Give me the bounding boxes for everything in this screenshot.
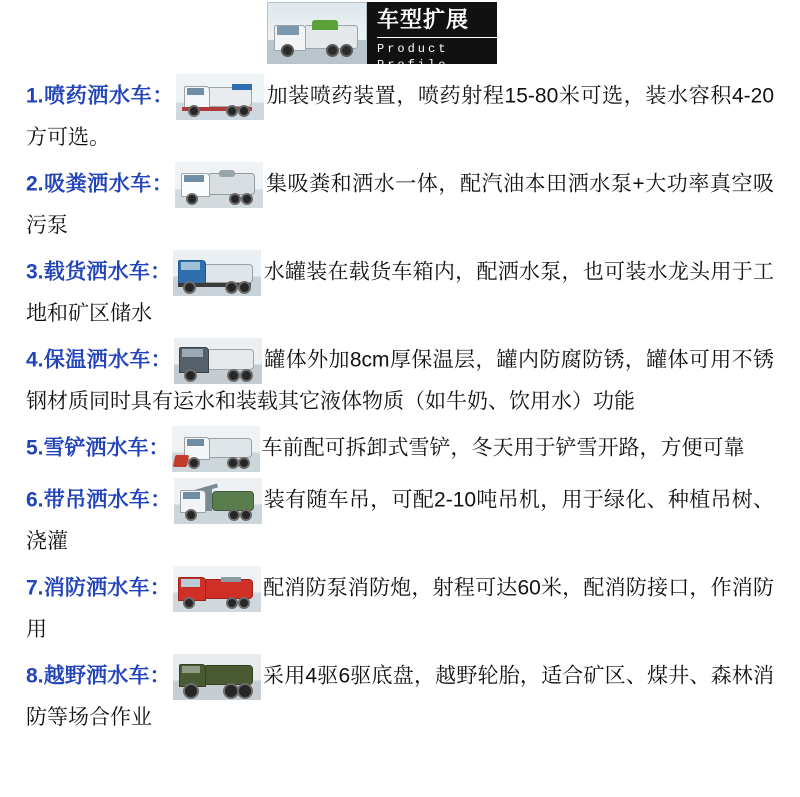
item-title: 喷药洒水车： <box>43 84 174 108</box>
spray-truck-thumb <box>176 74 264 120</box>
list-item <box>26 654 774 736</box>
item-body: 采用4驱6驱底盘，越野轮胎，适合矿区、煤井、森林消防等场合作业 <box>26 664 775 729</box>
insulated-truck-thumb <box>174 338 262 384</box>
list-item <box>26 162 774 244</box>
item-body: 装有随车吊，可配2-10吨吊机，用于绿化、种植吊树、浇灌 <box>26 488 775 553</box>
item-body: 车前配可拆卸式雪铲，冬天用于铲雪开路，方便可靠 <box>261 436 745 460</box>
header-banner <box>0 0 800 72</box>
item-index: 4. <box>26 348 44 372</box>
item-index: 1. <box>26 84 44 108</box>
cargo-truck-thumb <box>173 250 261 296</box>
item-index: 2. <box>26 172 44 196</box>
snowplow-truck-thumb <box>172 426 260 472</box>
item-title: 越野洒水车： <box>43 664 171 688</box>
item-index: 7. <box>26 576 44 600</box>
fire-truck-thumb <box>173 566 261 612</box>
banner-text-block <box>367 2 497 72</box>
item-index: 3. <box>26 260 44 284</box>
item-body: 加装喷药装置，喷药射程15-80米可选，装水容积4-20方可选。 <box>26 84 774 149</box>
item-index: 5. <box>26 436 44 460</box>
item-index: 6. <box>26 488 44 512</box>
item-title: 载货洒水车： <box>43 260 172 284</box>
item-title: 消防洒水车： <box>43 576 171 600</box>
item-title: 雪铲洒水车： <box>43 436 170 460</box>
banner-truck-photo <box>267 2 367 64</box>
list-item <box>26 566 774 648</box>
item-title: 保温洒水车： <box>43 348 173 372</box>
item-body: 水罐装在载货车箱内，配洒水泵，也可装水龙头用于工地和矿区储水 <box>26 260 775 325</box>
banner-inner <box>267 2 497 72</box>
banner-title-cn: 车型扩展 <box>377 7 470 32</box>
vacuum-truck-thumb <box>175 162 263 208</box>
crane-truck-thumb <box>174 478 262 524</box>
item-title: 吸粪洒水车： <box>43 172 174 196</box>
offroad-truck-thumb <box>173 654 261 700</box>
list-item <box>26 338 774 420</box>
item-body: 罐体外加8cm厚保温层，罐内防腐防锈，罐体可用不锈钢材质同时具有运水和装载其它液体物质（如牛奶、饮用水）功能 <box>26 348 775 413</box>
banner-title-en: Product Profile <box>377 37 497 73</box>
item-title: 带吊洒水车： <box>43 488 172 512</box>
list-item <box>26 74 774 156</box>
item-index: 8. <box>26 664 44 688</box>
list-item <box>26 426 774 472</box>
list-item <box>26 250 774 332</box>
item-body: 配消防泵消防炮，射程可达60米，配消防接口，作消防用 <box>26 576 775 641</box>
product-list <box>0 66 800 736</box>
list-item <box>26 478 774 560</box>
item-body: 集吸粪和洒水一体，配汽油本田洒水泵+大功率真空吸污泵 <box>26 172 774 237</box>
